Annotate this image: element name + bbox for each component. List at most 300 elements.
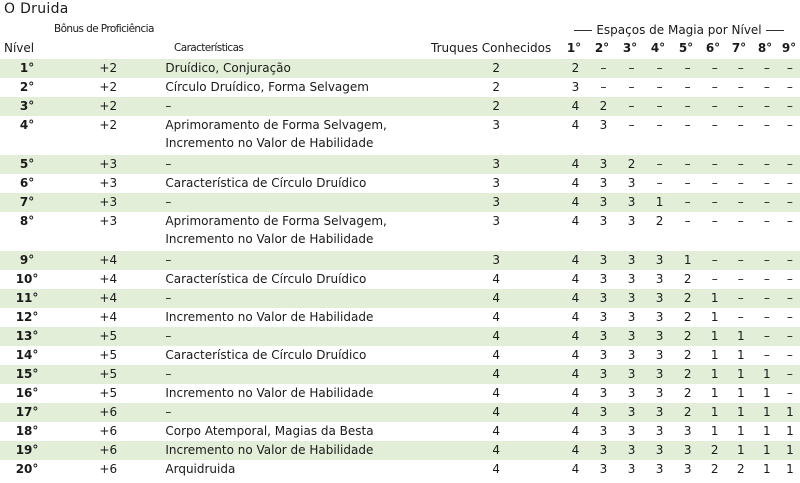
proficiency-cell: +3: [99, 176, 118, 190]
table-row: [0, 308, 800, 327]
spell-slot-cell: 1: [763, 462, 771, 476]
spell-slot-cell: –: [780, 97, 800, 116]
features-cell: Druídico, Conjuração: [162, 59, 431, 78]
spell-slot-cell: –: [728, 155, 754, 174]
spell-slot-cell: 1: [780, 441, 800, 460]
spell-slot-cell: 4: [561, 365, 589, 384]
spell-slot-cell: –: [754, 289, 780, 308]
spell-slot-cell: 1: [728, 327, 754, 346]
table-row: [0, 251, 800, 270]
table-row: [0, 403, 800, 422]
spell-slot-cell: 4: [571, 462, 580, 476]
spell-slot-cell: –: [763, 348, 770, 362]
features-cell: Característica de Círculo Druídico: [165, 348, 367, 362]
spell-slot-cell: 1: [710, 310, 719, 324]
spell-slot-cell: –: [737, 214, 744, 228]
spell-slot-cell: 2: [674, 403, 702, 422]
cantrips-cell: 3: [492, 118, 501, 132]
spell-slot-cell: 3: [617, 251, 645, 270]
spell-slot-cell: 3: [627, 176, 636, 190]
spell-slot-cell: –: [763, 118, 770, 132]
spell-slot-cell: 3: [683, 424, 692, 438]
spell-slot-cell: 3: [617, 441, 645, 460]
proficiency-cell: +3: [99, 214, 118, 228]
spell-slot-cell: 3: [617, 193, 645, 212]
cantrips-cell: 3: [431, 155, 561, 174]
spell-slot-cell: –: [754, 155, 780, 174]
spell-slot-cell: 2: [561, 59, 589, 78]
spell-slot-cell: 3: [683, 462, 692, 476]
spell-slot-cell: 3: [599, 272, 608, 286]
spell-slot-cell: –: [763, 272, 770, 286]
features-cell: Corpo Atemporal, Magias da Besta: [165, 424, 374, 438]
cantrips-cell: 4: [492, 310, 501, 324]
spell-slot-cell: 1: [710, 386, 719, 400]
spell-slot-cell: 3: [674, 441, 702, 460]
table-row: [0, 78, 800, 97]
level-cell: 9°: [0, 251, 54, 270]
spell-slot-cell: –: [702, 97, 728, 116]
spell-slot-cell: –: [780, 289, 800, 308]
spell-slot-cell: 3: [646, 251, 674, 270]
spell-slot-cell: –: [711, 118, 718, 132]
spell-slot-cell: –: [786, 176, 793, 190]
spell-slot-cell: 4: [561, 289, 589, 308]
spell-slot-cell: 1: [702, 289, 728, 308]
spell-slot-cell: –: [711, 80, 718, 94]
spell-slot-cell: 2: [655, 214, 664, 228]
spell-slot-cell: –: [786, 118, 793, 132]
slot-level-header: 3°: [622, 41, 638, 55]
cantrips-cell: 4: [431, 365, 561, 384]
level-cell: 18°: [15, 424, 39, 438]
cantrips-cell: 3: [492, 214, 501, 228]
spell-slot-cell: –: [656, 80, 663, 94]
level-cell: 16°: [15, 386, 39, 400]
spell-slot-cell: –: [674, 193, 702, 212]
cantrips-cell: 4: [492, 424, 501, 438]
level-cell: 11°: [0, 289, 54, 308]
level-cell: 7°: [0, 193, 54, 212]
spell-slot-cell: 1: [736, 386, 745, 400]
spell-slot-cell: 4: [561, 327, 589, 346]
spell-slot-cell: 2: [683, 310, 692, 324]
spell-slot-cell: 2: [674, 365, 702, 384]
spell-slot-cell: –: [754, 193, 780, 212]
spell-slot-cell: –: [728, 251, 754, 270]
spell-slot-cell: –: [780, 365, 800, 384]
spell-slot-cell: 3: [655, 424, 664, 438]
slot-level-header: 9°: [781, 41, 797, 55]
slot-level-header: 1°: [566, 41, 582, 55]
spell-slot-cell: 1: [786, 424, 794, 438]
level-cell: 13°: [0, 327, 54, 346]
spell-slot-cell: –: [763, 310, 770, 324]
spell-slot-cell: –: [702, 59, 728, 78]
spell-slot-cell: 4: [561, 155, 589, 174]
header-cantrips: Truques Conhecidos: [431, 41, 552, 55]
cantrips-cell: 4: [492, 386, 501, 400]
proficiency-cell: +5: [54, 365, 162, 384]
spell-slot-cell: –: [674, 59, 702, 78]
druid-table: [0, 59, 800, 479]
features-cell: Característica de Círculo Druídico: [165, 176, 367, 190]
spell-slot-cell: 3: [655, 462, 664, 476]
slot-level-header: 7°: [731, 41, 747, 55]
level-cell: 5°: [0, 155, 54, 174]
table-row: [0, 212, 800, 251]
spell-slot-cell: 1: [728, 365, 754, 384]
spell-slot-cell: 1: [728, 403, 754, 422]
level-cell: 8°: [19, 214, 35, 228]
spell-slot-cell: –: [786, 348, 793, 362]
proficiency-cell: +6: [99, 424, 118, 438]
spell-slot-cell: 1: [710, 348, 719, 362]
spell-slot-cell: –: [754, 251, 780, 270]
spell-slot-cell: 4: [571, 424, 580, 438]
spell-slot-cell: –: [763, 214, 770, 228]
spell-slot-cell: 4: [571, 386, 580, 400]
spell-slot-cell: –: [656, 118, 663, 132]
spell-slot-cell: 3: [646, 327, 674, 346]
spell-slot-cell: 4: [571, 176, 580, 190]
spell-slot-cell: –: [684, 214, 691, 228]
spell-slot-cell: 1: [763, 386, 771, 400]
spell-slot-cell: 1: [646, 193, 674, 212]
spell-slot-cell: 1: [710, 424, 719, 438]
spell-slot-cell: –: [786, 386, 793, 400]
spell-slot-cell: 4: [571, 214, 580, 228]
features-cell: Incremento no Valor de Habilidade: [165, 386, 374, 400]
cantrips-cell: 4: [492, 348, 501, 362]
spell-slot-cell: –: [646, 155, 674, 174]
spell-slot-cell: 4: [561, 441, 589, 460]
spell-slot-cell: –: [786, 214, 793, 228]
spell-slot-cell: 3: [627, 214, 636, 228]
spell-slot-cell: –: [780, 251, 800, 270]
table-row: [0, 441, 800, 460]
proficiency-cell: +6: [54, 403, 162, 422]
spell-slot-cell: –: [711, 214, 718, 228]
table-row: [0, 193, 800, 212]
spell-slot-cell: 4: [561, 403, 589, 422]
slot-level-header: 8°: [757, 41, 773, 55]
spell-slot-cell: –: [763, 176, 770, 190]
spell-slot-cell: 4: [571, 272, 580, 286]
spell-slot-cell: 3: [589, 155, 617, 174]
level-cell: 19°: [0, 441, 54, 460]
spell-slot-cell: –: [702, 251, 728, 270]
level-cell: 1°: [0, 59, 54, 78]
features-cell: –: [162, 251, 431, 270]
spell-slot-cell: 4: [571, 310, 580, 324]
spell-slot-cell: 3: [589, 193, 617, 212]
features-cell: Incremento no Valor de Habilidade: [162, 441, 431, 460]
spell-slot-cell: –: [728, 97, 754, 116]
table-row: [0, 422, 800, 441]
cantrips-cell: 4: [431, 403, 561, 422]
spell-slot-cell: 2: [674, 327, 702, 346]
spell-slot-cell: 1: [754, 403, 780, 422]
spell-slot-cell: 1: [763, 424, 771, 438]
spell-slot-cell: –: [674, 97, 702, 116]
spell-slot-cell: 3: [627, 310, 636, 324]
table-row: [0, 174, 800, 193]
spell-slot-cell: –: [684, 118, 691, 132]
proficiency-cell: +5: [99, 386, 118, 400]
spell-slot-cell: 4: [561, 193, 589, 212]
spell-slot-cell: 3: [599, 310, 608, 324]
spell-slot-cell: –: [754, 97, 780, 116]
spell-slot-cell: –: [737, 272, 744, 286]
features-cell: Arquidruida: [165, 462, 236, 476]
table-row: [0, 384, 800, 403]
cantrips-cell: 3: [492, 176, 501, 190]
spell-slot-cell: –: [674, 155, 702, 174]
proficiency-cell: +4: [54, 251, 162, 270]
proficiency-cell: +3: [54, 155, 162, 174]
spell-slot-cell: –: [780, 59, 800, 78]
spell-slot-cell: –: [737, 118, 744, 132]
spell-slot-cell: 3: [655, 310, 664, 324]
spell-slot-cell: 3: [617, 327, 645, 346]
spell-slot-cell: –: [711, 272, 718, 286]
spell-slot-cell: 3: [589, 403, 617, 422]
spell-slot-cell: 4: [571, 348, 580, 362]
level-cell: 2°: [19, 80, 35, 94]
spell-slot-cell: 3: [627, 348, 636, 362]
cantrips-cell: 4: [492, 462, 501, 476]
spell-slot-cell: 2: [683, 272, 692, 286]
spell-slot-cell: –: [617, 97, 645, 116]
level-cell: 17°: [0, 403, 54, 422]
spell-slot-cell: 2: [589, 97, 617, 116]
spell-slot-cell: 3: [599, 424, 608, 438]
title-text: O Druida: [4, 1, 69, 17]
spell-slot-cell: –: [754, 327, 780, 346]
proficiency-cell: +5: [99, 348, 118, 362]
features-cell: –: [162, 327, 431, 346]
features-cell: –: [162, 155, 431, 174]
header-dash-left: [574, 30, 592, 31]
slot-level-header: 2°: [594, 41, 610, 55]
spell-slot-cell: –: [780, 327, 800, 346]
spell-slot-cell: –: [684, 176, 691, 190]
table-row: [0, 346, 800, 365]
features-cell: –: [162, 403, 431, 422]
level-cell: 15°: [0, 365, 54, 384]
features-cell: –: [162, 97, 431, 116]
spell-slot-cell: –: [786, 310, 793, 324]
cantrips-cell: 3: [431, 251, 561, 270]
spell-slot-cell: 3: [599, 386, 608, 400]
spell-slot-cell: –: [780, 155, 800, 174]
spell-slot-cell: 1: [754, 365, 780, 384]
spell-slot-cell: 3: [589, 365, 617, 384]
spell-slot-cell: –: [780, 193, 800, 212]
cantrips-cell: 4: [431, 289, 561, 308]
spell-slot-cell: 3: [655, 272, 664, 286]
header-level: Nível: [4, 41, 35, 55]
features-cell: Característica de Círculo Druídico: [165, 272, 367, 286]
level-cell: 20°: [15, 462, 39, 476]
table-row: [0, 365, 800, 384]
spell-slot-cell: –: [786, 272, 793, 286]
table-row: [0, 289, 800, 308]
cantrips-cell: 2: [431, 59, 561, 78]
table-row: [0, 327, 800, 346]
proficiency-cell: +3: [54, 193, 162, 212]
spell-slot-cell: 3: [599, 214, 608, 228]
level-cell: 3°: [0, 97, 54, 116]
header-dash-right: [766, 30, 784, 31]
spell-slot-cell: 1: [702, 327, 728, 346]
spell-slot-cell: 3: [599, 348, 608, 362]
spell-slot-cell: 3: [617, 365, 645, 384]
spell-slot-cell: 2: [683, 348, 692, 362]
proficiency-cell: +4: [99, 310, 118, 324]
spell-slot-cell: 2: [674, 289, 702, 308]
table-row: [0, 59, 800, 78]
spell-slot-cell: –: [711, 176, 718, 190]
header-spell-slots: [562, 23, 796, 37]
spell-slot-cell: –: [702, 193, 728, 212]
spell-slot-cell: 3: [646, 441, 674, 460]
spell-slot-cell: 3: [571, 80, 580, 94]
cantrips-cell: 4: [431, 327, 561, 346]
spell-slot-cell: 3: [617, 403, 645, 422]
spell-slot-cell: 1: [780, 403, 800, 422]
spell-slot-cell: 1: [702, 365, 728, 384]
spell-slot-cell: 1: [736, 348, 745, 362]
spell-slot-cell: 3: [627, 462, 636, 476]
spell-slot-cell: –: [728, 289, 754, 308]
spell-slot-cell: 1: [754, 441, 780, 460]
spell-slot-cell: 1: [702, 403, 728, 422]
spell-slot-cell: 3: [627, 386, 636, 400]
features-cell: –: [162, 365, 431, 384]
spell-slot-cell: –: [617, 59, 645, 78]
header-proficiency: Bônus de Proficiência: [54, 23, 154, 35]
spell-slot-cell: 3: [655, 386, 664, 400]
spell-slot-cell: 3: [646, 289, 674, 308]
spell-slot-cell: –: [702, 155, 728, 174]
cantrips-cell: 2: [492, 80, 501, 94]
spell-slot-cell: 1: [786, 462, 794, 476]
table-row: [0, 460, 800, 479]
spell-slot-cell: –: [728, 59, 754, 78]
spell-slot-cell: 1: [736, 424, 745, 438]
level-cell: 14°: [15, 348, 39, 362]
proficiency-cell: +5: [54, 327, 162, 346]
spell-slot-cell: 3: [589, 327, 617, 346]
proficiency-cell: +2: [54, 59, 162, 78]
spell-slot-cell: 3: [627, 272, 636, 286]
spell-slot-cell: 3: [589, 289, 617, 308]
spell-slot-cell: 3: [589, 441, 617, 460]
features-cell: –: [162, 193, 431, 212]
header-features: Características: [174, 42, 244, 54]
spell-slot-cell: 3: [646, 365, 674, 384]
proficiency-cell: +2: [99, 118, 118, 132]
spell-slot-cell: –: [589, 59, 617, 78]
slot-level-header: 5°: [678, 41, 694, 55]
spell-slot-cell: 3: [646, 403, 674, 422]
features-cell: Aprimoramento de Forma Selvagem, Incremento no Valor de Habilidade: [165, 214, 387, 246]
slot-level-header: 4°: [650, 41, 666, 55]
features-cell: Incremento no Valor de Habilidade: [165, 310, 374, 324]
level-cell: 6°: [19, 176, 35, 190]
spell-slot-cell: 3: [599, 118, 608, 132]
spell-slot-cell: –: [684, 80, 691, 94]
cantrips-cell: 4: [492, 272, 501, 286]
table-row: [0, 155, 800, 174]
spell-slot-cell: –: [763, 80, 770, 94]
spell-slot-cell: –: [656, 176, 663, 190]
cantrips-cell: 2: [431, 97, 561, 116]
spell-slot-cell: –: [600, 80, 607, 94]
spell-slot-cell: 2: [617, 155, 645, 174]
spell-slot-cell: 2: [736, 462, 745, 476]
spell-slot-cell: –: [646, 59, 674, 78]
spell-slot-cell: 4: [561, 97, 589, 116]
table-body: [0, 59, 800, 479]
proficiency-cell: +6: [99, 462, 118, 476]
spell-slot-cell: –: [786, 80, 793, 94]
spell-slot-cell: 1: [728, 441, 754, 460]
table-row: [0, 97, 800, 116]
slot-level-header: 6°: [705, 41, 721, 55]
spell-slot-cell: 2: [710, 462, 719, 476]
header-spell-slots-label: Espaços de Magia por Nível: [596, 23, 762, 37]
level-cell: 4°: [19, 118, 35, 132]
features-cell: Círculo Druídico, Forma Selvagem: [165, 80, 369, 94]
spell-slot-cell: 4: [561, 251, 589, 270]
spell-slot-cell: –: [737, 80, 744, 94]
spell-slot-cell: –: [628, 80, 635, 94]
level-cell: 12°: [15, 310, 39, 324]
spell-slot-cell: 2: [702, 441, 728, 460]
spell-slot-cell: 3: [589, 251, 617, 270]
spell-slot-cell: 3: [655, 348, 664, 362]
spell-slot-cell: –: [628, 118, 635, 132]
spell-slot-cell: –: [754, 59, 780, 78]
table-title: [4, 1, 69, 19]
spell-slot-cell: –: [728, 193, 754, 212]
spell-slot-cell: 3: [599, 176, 608, 190]
proficiency-cell: +4: [54, 289, 162, 308]
cantrips-cell: 3: [431, 193, 561, 212]
spell-slot-cell: 3: [627, 424, 636, 438]
proficiency-cell: +6: [54, 441, 162, 460]
spell-slot-cell: 1: [674, 251, 702, 270]
spell-slot-cell: –: [737, 176, 744, 190]
features-cell: Aprimoramento de Forma Selvagem, Incremento no Valor de Habilidade: [165, 118, 387, 150]
spell-slot-cell: 3: [599, 462, 608, 476]
spell-slot-cell: 3: [617, 289, 645, 308]
spell-slot-cell: 4: [571, 118, 580, 132]
features-cell: –: [162, 289, 431, 308]
table-row: [0, 116, 800, 155]
level-cell: 10°: [15, 272, 39, 286]
spell-slot-cell: –: [646, 97, 674, 116]
proficiency-cell: +2: [99, 80, 118, 94]
spell-slot-cell: –: [737, 310, 744, 324]
proficiency-cell: +4: [99, 272, 118, 286]
table-row: [0, 270, 800, 289]
cantrips-cell: 4: [431, 441, 561, 460]
spell-slot-cell: 2: [683, 386, 692, 400]
